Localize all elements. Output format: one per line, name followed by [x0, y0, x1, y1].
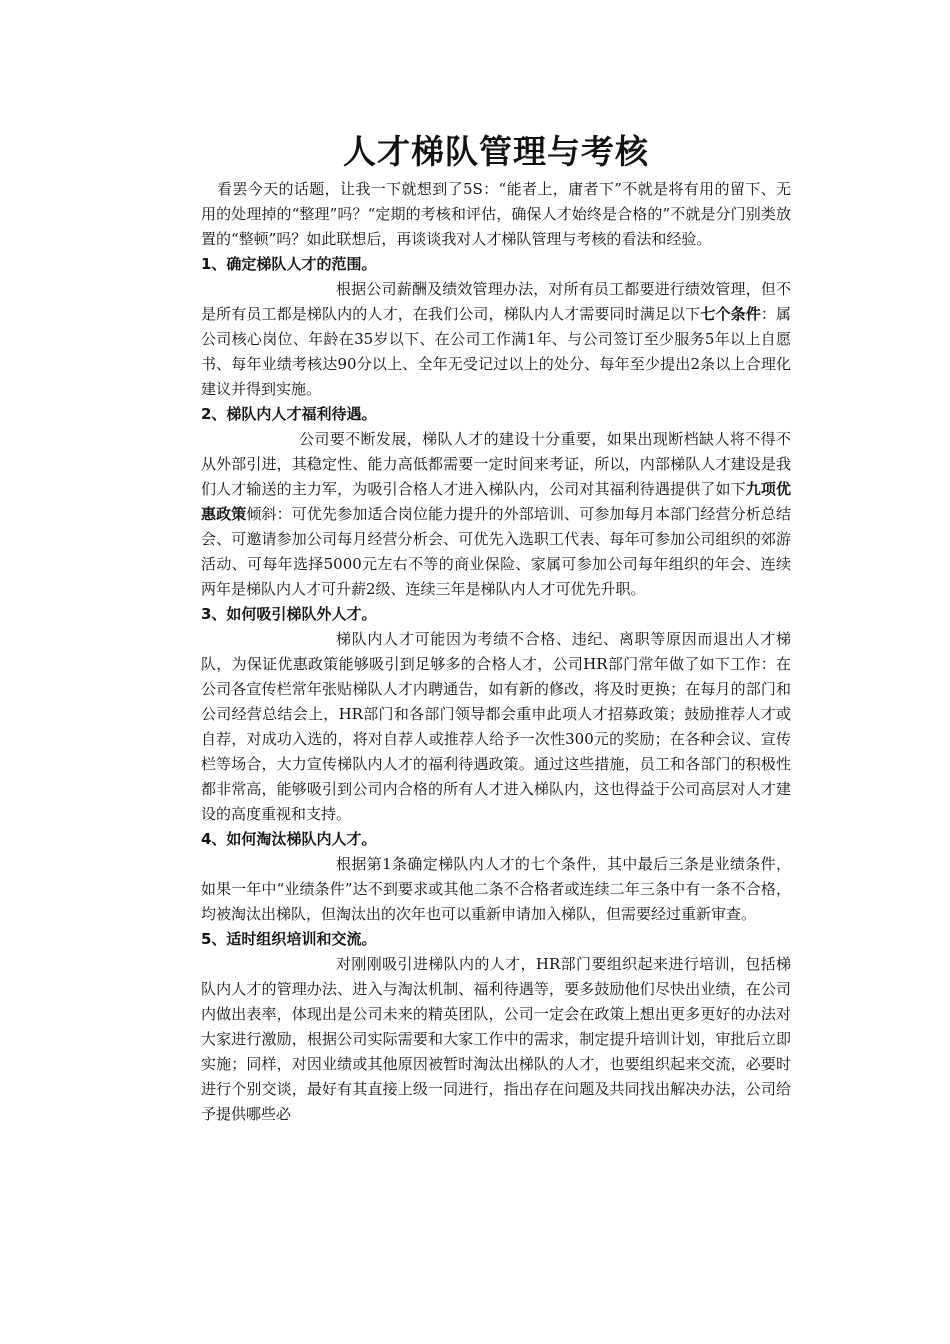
section-body [201, 277, 791, 402]
section-5 [201, 927, 791, 1127]
body-text: 倾斜：可优先参加适合岗位能力提升的外部培训、可参加每月本部门经营分析总结会、可邀请参加公司每月经营分析会、可优先入选职工代表、每年可参加公司组织的郊游活动、可每年选择5000元左右不等的商业保险、家属可参加公司每年组织的年会、连续两年是梯队内人才可升薪2级、连续三年是梯队内人才可优先升职。 [201, 505, 791, 598]
section-2 [201, 402, 791, 602]
highlight-text: 九项优惠政策 [201, 480, 791, 523]
section-body: 对刚刚吸引进梯队内的人才，HR部门要组织起来进行培训，包括梯队内人才的管理办法、进入与淘汰机制、福利待遇等，要多鼓励他们尽快出业绩，在公司内做出表率，体现出是公司未来的精英团队，公司一定会在政策上想出更多更好的办法对大家进行激励，根据公司实际需要和大家工作中的需求，制定提升培训计划，审批后立即实施；同样，对因业绩或其他原因被暂时淘汰出梯队的人才，也要组织起来交流，必要时进行个别交谈，最好有其直接上级一同进行，指出存在问题及共同找出解决办法，公司给予提供哪些必 [201, 955, 791, 1123]
section-3 [201, 602, 791, 827]
intro-paragraph: 看罢今天的话题，让我一下就想到了5S：“能者上，庸者下”不就是将有用的留下、无用的处理掉的“整理”吗？“定期的考核和评估，确保人才始终是合格的”不就是分门别类放置的“整顿”吗？如此联想后，再谈谈我对人才梯队管理与考核的看法和经验。 [201, 180, 791, 248]
highlight-text: 七个条件 [700, 305, 761, 323]
section-heading: 1、确定梯队人才的范围。 [201, 255, 377, 273]
body-text: ：属公司核心岗位、年龄在35岁以下、在公司工作满1年、与公司签订至少服务5年以上自愿书、每年业绩考核达90分以上、全年无受记过以上的处分、每年至少提出2条以上合理化建议并得到实施。 [201, 305, 791, 398]
section-body: 梯队内人才可能因为考绩不合格、违纪、离职等原因而退出人才梯队，为保证优惠政策能够吸引到足够多的合格人才，公司HR部门常年做了如下工作：在公司各宣传栏常年张贴梯队人才内聘通告，如有新的修改，将及时更换；在每月的部门和公司经营总结会上，HR部门和各部门领导都会重申此项人才招募政策；鼓励推荐人才或自荐，对成功入选的，将对自荐人或推荐人给予一次性300元的奖励；在各种会议、宣传栏等场合，大力宣传梯队内人才的福利待遇政策。通过这些措施，员工和各部门的积极性都非常高，能够吸引到公司内合格的所有人才进入梯队内，这也得益于公司高层对人才建设的高度重视和支持。 [201, 630, 791, 823]
section-4 [201, 827, 791, 927]
section-heading: 5、适时组织培训和交流。 [201, 930, 377, 948]
document-page [201, 128, 791, 1127]
body-text: 根据公司薪酬及绩效管理办法，对所有员工都要进行绩效管理，但不是所有员工都是梯队内的人才，在我们公司，梯队内人才需要同时满足以下 [201, 280, 791, 323]
section-heading: 3、如何吸引梯队外人才。 [201, 605, 377, 623]
section-heading: 2、梯队内人才福利待遇。 [201, 405, 377, 423]
section-1 [201, 252, 791, 402]
section-body [201, 427, 791, 602]
document-title: 人才梯队管理与考核 [343, 132, 649, 171]
body-text: 公司要不断发展，梯队人才的建设十分重要，如果出现断档缺人将不得不从外部引进，其稳定性、能力高低都需要一定时间来考证，所以，内部梯队人才建设是我们人才输送的主力军，为吸引合格人才进入梯队内，公司对其福利待遇提供了如下 [201, 430, 791, 498]
section-body: 根据第1条确定梯队内人才的七个条件，其中最后三条是业绩条件，如果一年中“业绩条件”达不到要求或其他二条不合格者或连续二年三条中有一条不合格，均被淘汰出梯队，但淘汰出的次年也可以重新申请加入梯队，但需要经过重新审查。 [201, 855, 791, 923]
section-heading: 4、如何淘汰梯队内人才。 [201, 830, 377, 848]
